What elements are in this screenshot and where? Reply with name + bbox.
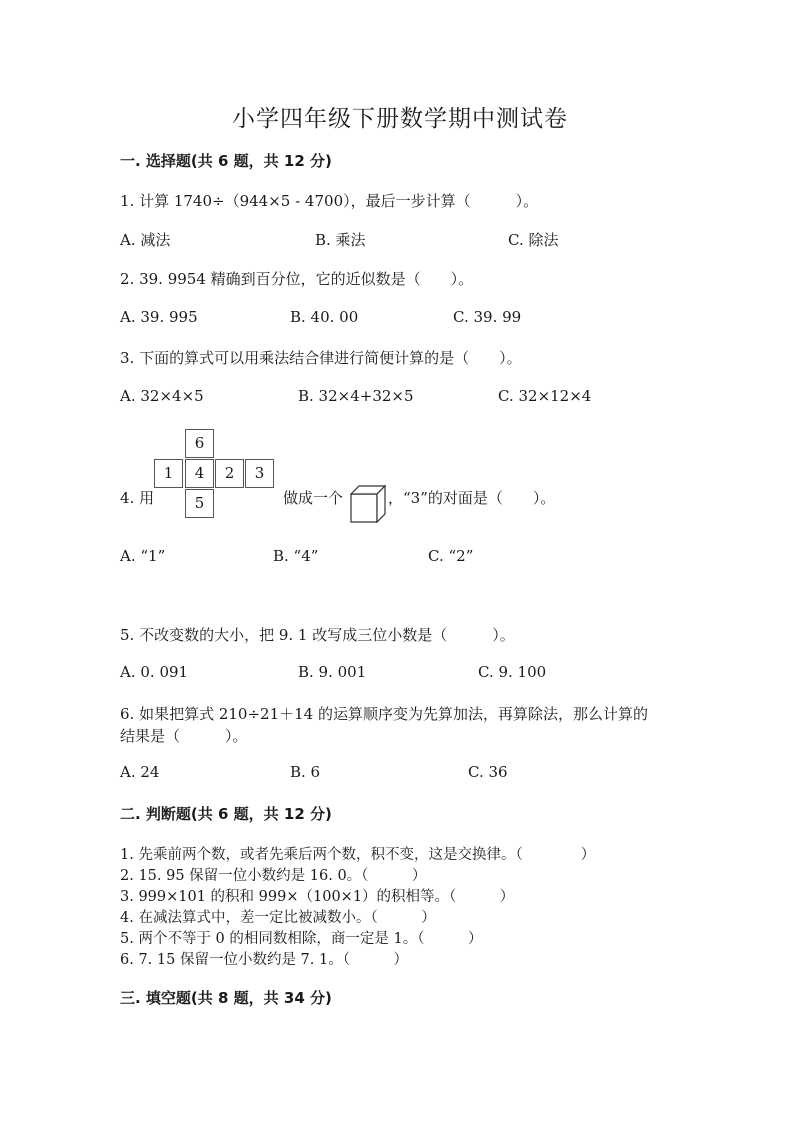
net-face-right-2: 3 xyxy=(245,459,274,488)
q5-option-b: B. 9. 001 xyxy=(298,663,367,681)
tf-item-4: 4. 在减法算式中，差一定比被减数小。（ ） xyxy=(120,910,436,926)
net-face-right-1: 2 xyxy=(215,459,244,488)
net-face-bottom: 5 xyxy=(185,489,214,518)
section-heading-true-false: 二. 判断题(共 6 题，共 12 分) xyxy=(120,805,332,823)
q2-option-c: C. 39. 99 xyxy=(453,308,522,326)
tf-item-6: 6. 7. 15 保留一位小数约是 7. 1。（ ） xyxy=(120,952,408,968)
net-face-center: 4 xyxy=(185,459,214,488)
tf-item-1: 1. 先乘前两个数，或者先乘后两个数，积不变，这是交换律。（ ） xyxy=(120,847,596,863)
question-2: 2. 39. 9954 精确到百分位，它的近似数是（ ）。 xyxy=(120,270,474,288)
q5-option-c: C. 9. 100 xyxy=(478,663,547,681)
tf-item-5: 5. 两个不等于 0 的相同数相除，商一定是 1。（ ） xyxy=(120,931,483,947)
q3-option-b: B. 32×4+32×5 xyxy=(298,387,414,405)
question-4-prefix: 4. 用 xyxy=(120,489,155,507)
q4-option-c: C. “2” xyxy=(428,547,474,565)
tf-item-3: 3. 999×101 的积和 999×（100×1）的积相等。（ ） xyxy=(120,889,515,905)
page-title: 小学四年级下册数学期中测试卷 xyxy=(232,106,568,132)
q6-option-c: C. 36 xyxy=(468,763,508,781)
net-face-top: 6 xyxy=(185,429,214,458)
q2-option-a: A. 39. 995 xyxy=(120,308,198,326)
cube-icon xyxy=(350,485,386,523)
question-1: 1. 计算 1740÷（944×5 - 4700），最后一步计算（ ）。 xyxy=(120,192,539,210)
q3-option-c: C. 32×12×4 xyxy=(498,387,592,405)
tf-item-2: 2. 15. 95 保留一位小数约是 16. 0。（ ） xyxy=(120,868,427,884)
q6-option-b: B. 6 xyxy=(290,763,321,781)
q1-option-c: C. 除法 xyxy=(508,231,559,249)
q4-option-a: A. “1” xyxy=(120,547,166,565)
q2-option-b: B. 40. 00 xyxy=(290,308,359,326)
question-6-line-2: 结果是（ ）。 xyxy=(120,727,248,745)
question-5: 5. 不改变数的大小，把 9. 1 改写成三位小数是（ ）。 xyxy=(120,626,515,644)
cube-net-figure xyxy=(154,429,276,521)
question-3: 3. 下面的算式可以用乘法结合律进行简便计算的是（ ）。 xyxy=(120,349,522,367)
q1-option-b: B. 乘法 xyxy=(315,231,366,249)
q4-option-b: B. “4” xyxy=(273,547,319,565)
question-4-middle: 做成一个 xyxy=(283,489,344,507)
q3-option-a: A. 32×4×5 xyxy=(120,387,204,405)
section-heading-fill-in: 三. 填空题(共 8 题，共 34 分) xyxy=(120,989,332,1007)
question-4-suffix: ，“3”的对面是（ ）。 xyxy=(388,489,556,507)
net-face-left: 1 xyxy=(154,459,183,488)
section-heading-choice: 一. 选择题(共 6 题，共 12 分) xyxy=(120,152,332,170)
q5-option-a: A. 0. 091 xyxy=(120,663,189,681)
q1-option-a: A. 减法 xyxy=(120,231,171,249)
question-6-line-1: 6. 如果把算式 210÷21＋14 的运算顺序变为先算加法，再算除法，那么计算的 xyxy=(120,705,648,723)
q6-option-a: A. 24 xyxy=(120,763,160,781)
